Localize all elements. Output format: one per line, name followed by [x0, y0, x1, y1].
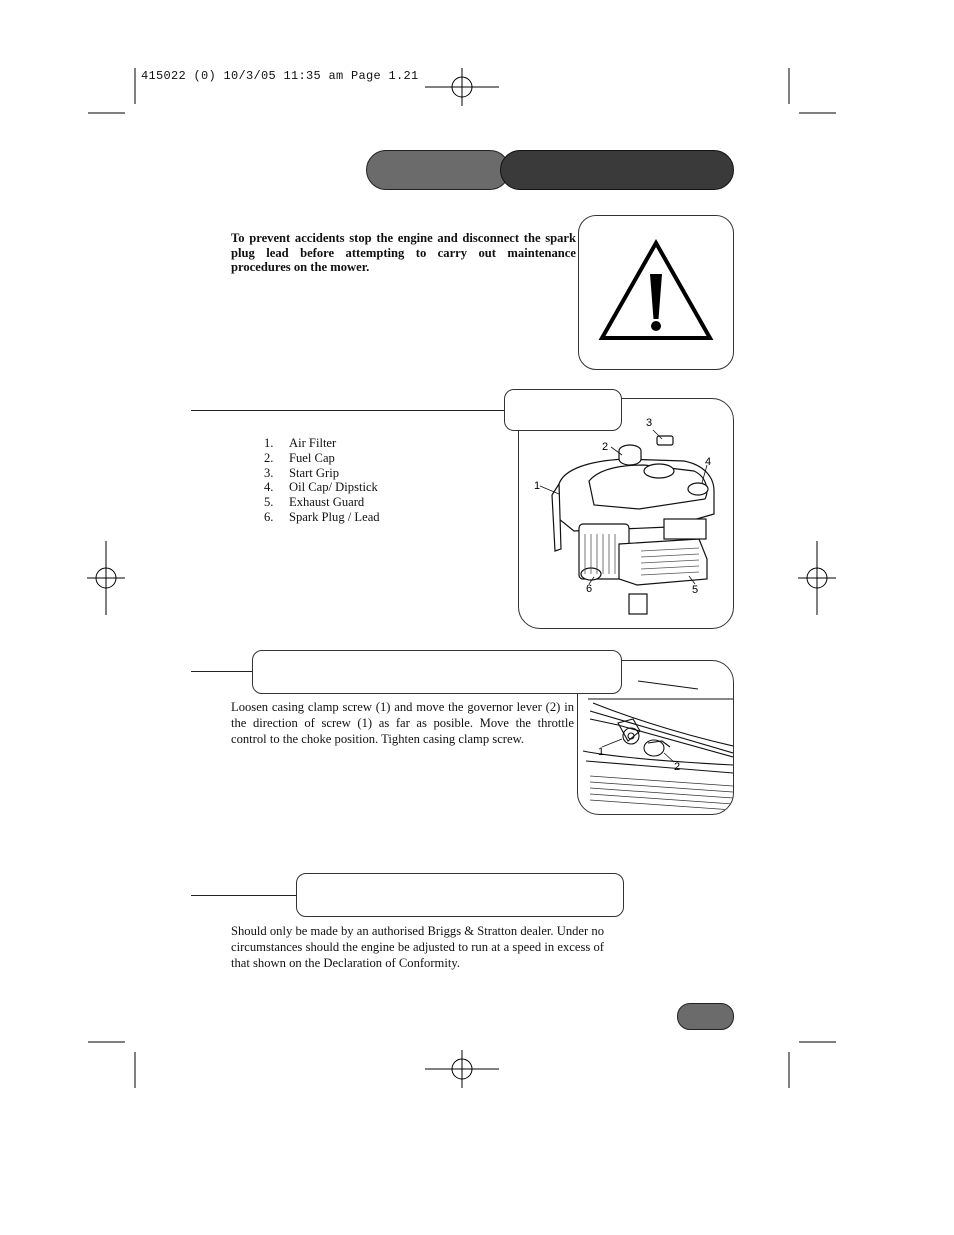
engine-callout-4: 4 — [705, 456, 712, 468]
engine-callout-3: 3 — [646, 417, 653, 429]
section-label-speed — [296, 873, 624, 917]
warning-text: To prevent accidents stop the engine and disconnect the spark plug lead before attempting to carry out maintenance procedures on the mower. — [231, 231, 576, 275]
registration-mark-top — [425, 68, 499, 106]
engine-illustration — [519, 399, 733, 628]
engine-callout-5: 5 — [692, 584, 699, 596]
list-item: 3. Start Grip — [264, 465, 340, 480]
list-item: 5. Exhaust Guard — [264, 495, 365, 510]
choke-instructions: Loosen casing clamp screw (1) and move the governor lever (2) in the direction of screw (1) as far as posible. Move the throttle control to the choke position. Tighten casing clamp screw. — [231, 700, 574, 746]
warning-triangle-icon — [579, 216, 733, 369]
section-label-choke — [252, 650, 622, 694]
print-slug: 415022 (0) 10/3/05 11:35 am Page 1.21 — [141, 69, 419, 83]
section-label-engine — [504, 389, 622, 431]
engine-parts-list — [264, 436, 380, 525]
list-item: 1. Air Filter — [264, 436, 337, 450]
registration-mark-left — [87, 541, 125, 615]
list-item: 2. Fuel Cap — [264, 450, 335, 465]
warning-box — [578, 215, 734, 370]
choke-callout-2: 2 — [674, 761, 681, 773]
choke-callout-1: 1 — [598, 746, 605, 758]
section-rule-speed — [191, 895, 297, 896]
page-number-tab — [677, 1003, 734, 1030]
speed-instructions: Should only be made by an authorised Briggs & Stratton dealer. Under no circumstances should the engine be adjusted to run at a speed in excess of that shown on the Declaration of Conformity. — [231, 924, 604, 970]
header-tab-right — [500, 150, 734, 190]
engine-callout-6: 6 — [586, 583, 593, 595]
engine-callout-2: 2 — [602, 441, 609, 453]
section-rule-engine — [191, 410, 506, 411]
list-item: 4. Oil Cap/ Dipstick — [264, 480, 378, 495]
list-item: 6. Spark Plug / Lead — [264, 509, 380, 524]
section-rule-choke — [191, 671, 253, 672]
header-tab-left — [366, 150, 510, 190]
registration-mark-bottom — [425, 1050, 499, 1088]
registration-mark-right — [798, 541, 836, 615]
engine-figure — [518, 398, 734, 629]
engine-callout-1: 1 — [534, 480, 541, 492]
